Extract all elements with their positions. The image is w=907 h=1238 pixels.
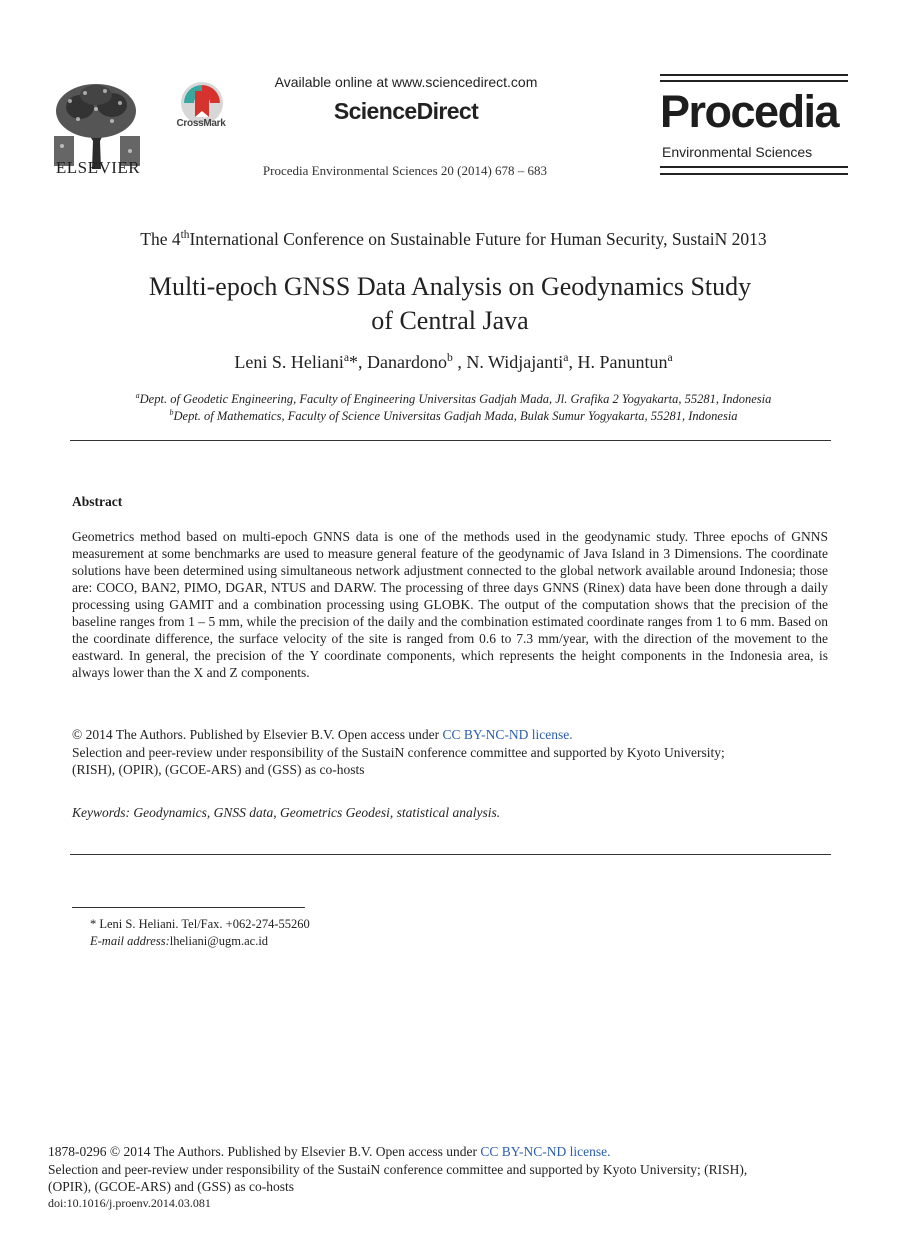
keywords: Keywords: Geodynamics, GNSS data, Geometrics Geodesi, statistical analysis. (72, 805, 501, 820)
email-link[interactable]: lheliani@ugm.ac.id (169, 934, 269, 948)
author-name: H. Panuntun (577, 352, 668, 372)
author-name: Danardono (367, 352, 447, 372)
affiliations (0, 391, 907, 425)
title-line-2: of Central Java (371, 306, 529, 335)
sciencedirect-logo[interactable]: ScienceDirect (333, 98, 479, 124)
author-name: N. Widjajanti (466, 352, 564, 372)
title-line-1: Multi-epoch GNSS Data Analysis on Geodynamics Study (148, 272, 752, 301)
crossmark-label: CrossMark (176, 118, 226, 129)
divider-bottom (70, 854, 831, 855)
copyright-notice: © 2014 The Authors. Published by Elsevier B.V. Open access under CC BY-NC-ND license. Selection and peer-review under responsibility of the SustaiN conference committee and supported by Kyoto University; (RISH), (OPIR), (GCOE-ARS) and (GSS) as co-hosts (72, 727, 725, 777)
available-online-text[interactable]: Available online at www.sciencedirect.com (274, 74, 538, 90)
procedia-logo-title: Procedia (660, 86, 839, 137)
author-list: Leni S. Heliani$^a$*, Danardono$^b$ , N. Widjajanti$^a$, H. Panuntun$^a$ (234, 351, 673, 372)
abstract-heading: Abstract (72, 494, 123, 509)
divider-top (70, 440, 831, 441)
conference-name: The 4thInternational Conference on Sustainable Future for Human Security, SustaiN 2013 (140, 229, 767, 249)
doi[interactable]: doi:10.1016/j.proenv.2014.03.081 (48, 1196, 211, 1210)
footnote-rule (72, 907, 305, 908)
procedia-logo-subtitle: Environmental Sciences (662, 144, 813, 160)
procedia-journal-logo (660, 74, 848, 176)
abstract-body: Geometrics method based on multi-epoch GNNS data is one of the methods used in the geodynamic study. Three epochs of GNNS measurement at some benchmarks are used to measure general feature of the geodynamic of Java Island in 3 Dimensions. The coordinate solutions have been determined using simultaneous network adjustment connected to the global network available around Indonesia; those are: COCO, BAN2, PIMO, DGAR, NTUS and DARW. The processing of three days GNNS (Rinex) data have been done through a daily processing using GAMIT and a combination processing using GLOBK. The output of the computation shows that the precision of the baseline ranges from 1 – 5 mm, while the precision of the daily and the combination estimated coordinate ranges from 1 to 6 mm. Based on the coordinate difference, the surface velocity of the site is ranged from 0.6 to 7.3 mm/year, with the direction of the movement to the eastward. In general, the precision of the Y coordinate components, which represents the height components in the Indonesia area, is always lower than the X and Z components. (72, 529, 828, 680)
corresponding-author-footnote: * Leni S. Heliani. Tel/Fax. +062-274-55260 E-mail address:lheliani@ugm.ac.id (90, 917, 310, 948)
journal-reference: Procedia Environmental Sciences 20 (2014) 678 – 683 (262, 163, 548, 178)
affiliation-a: $^a$Dept. of Geodetic Engineering, Faculty of Engineering Universitas Gadjah Mada, Jl. Grafika 2 Yogyakarta, 55281, Indonesia (135, 390, 772, 406)
publisher-name: ELSEVIER (55, 158, 141, 177)
author-name: Leni S. Heliani (234, 352, 344, 372)
license-link[interactable]: CC BY-NC-ND license. (442, 727, 573, 742)
bottom-license-link[interactable]: CC BY-NC-ND license. (480, 1144, 611, 1159)
issn-copyright-block: 1878-0296 © 2014 The Authors. Published by Elsevier B.V. Open access under CC BY-NC-ND license. Selection and peer-review under responsibility of the SustaiN conference committee and supported by Kyoto University; (RISH), (OPIR), (GCOE-ARS) and (GSS) as co-hosts (48, 1144, 748, 1194)
affiliation-b: $^b$Dept. of Mathematics, Faculty of Science Universitas Gadjah Mada, Bulak Sumur Yogyakarta, 55281, Indonesia (169, 407, 738, 423)
paper-title (100, 270, 800, 338)
